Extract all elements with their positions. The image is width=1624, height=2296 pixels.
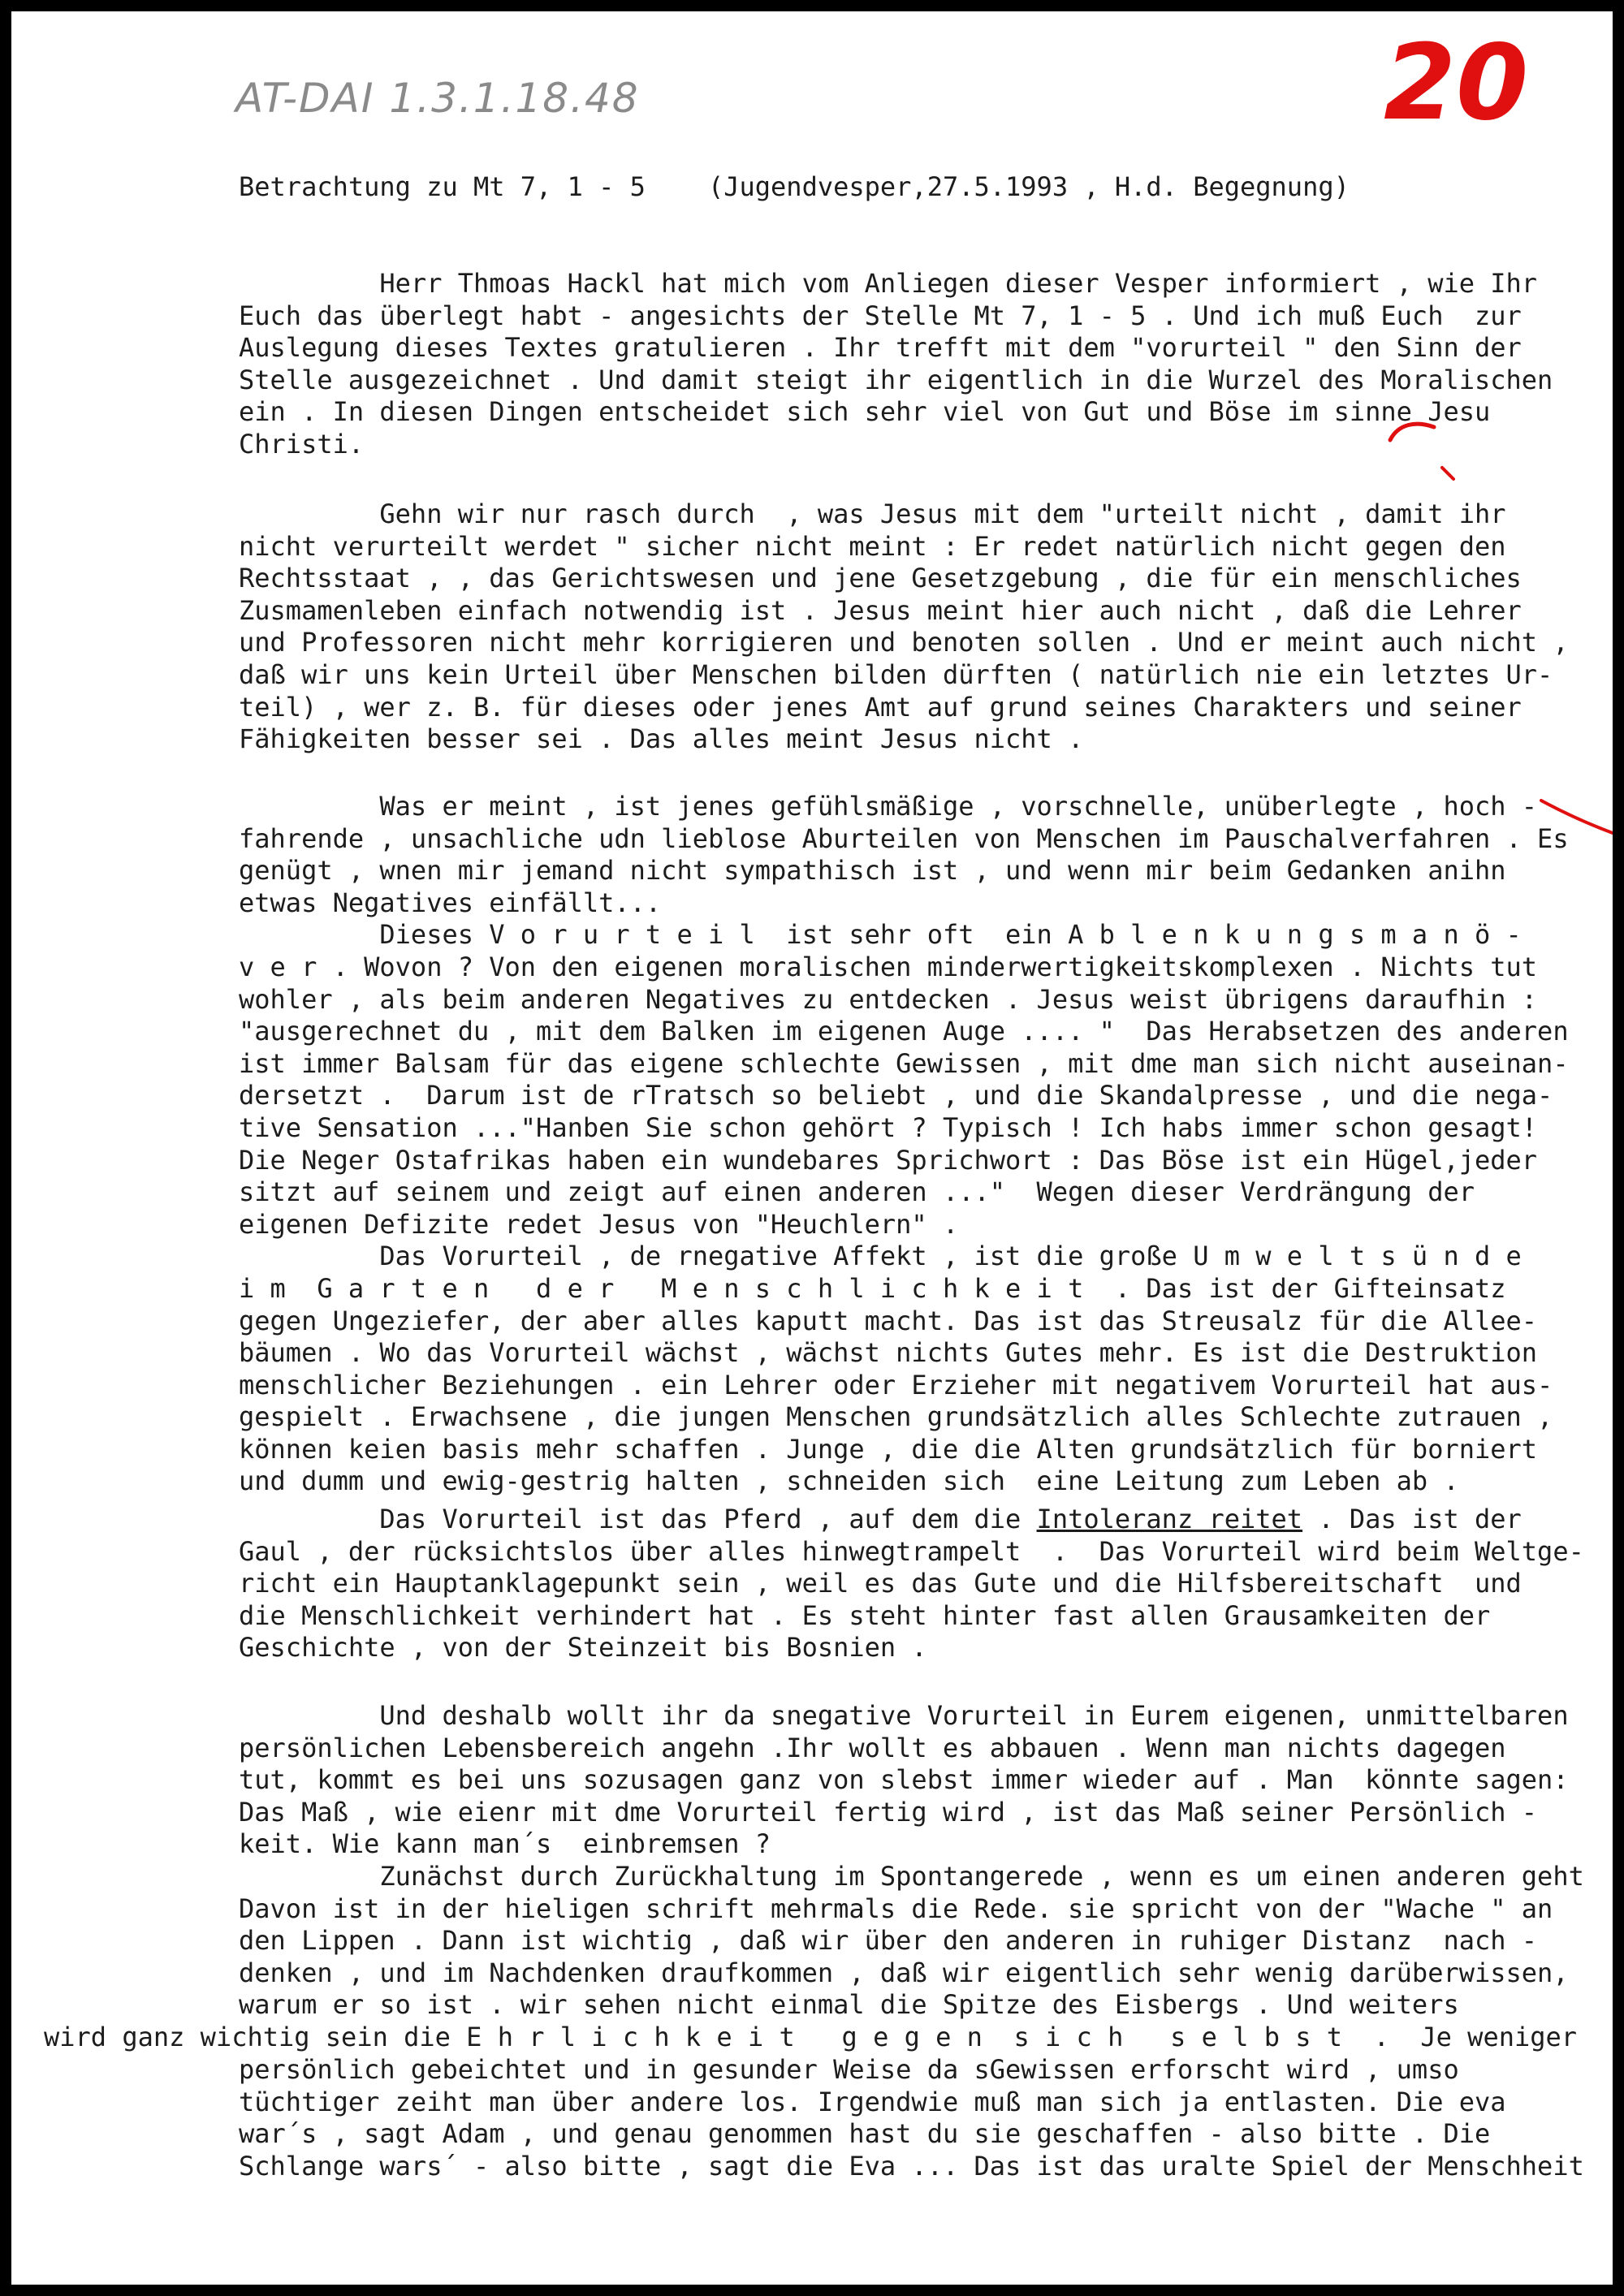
text-line: fahrende , unsachliche udn lieblose Aburteilen von Menschen im Pauschalverfahren . Es: [239, 822, 1569, 854]
text-line: Fähigkeiten besser sei . Das alles meint Jesus nicht .: [239, 723, 1084, 755]
text-line: v e r . Wovon ? Von den eigenen moralischen minderwertigkeitskomplexen . Nichts tut: [239, 951, 1538, 982]
text-line: dersetzt . Darum ist de rTratsch so beliebt , und die Skandalpresse , und die nega-: [239, 1080, 1553, 1111]
text-line: war´s , sagt Adam , und genau genommen hast du sie geschaffen - also bitte . Die: [239, 2118, 1491, 2150]
text-line: genügt , wnen mir jemand nicht sympathisch ist , und wenn mir beim Gedanken anihn: [239, 855, 1506, 887]
text-line: gegen Ungeziefer, der aber alles kaputt macht. Das ist das Streusalz für die Allee-: [239, 1305, 1538, 1336]
text-line: keit. Wie kann man´s einbremsen ?: [239, 1828, 771, 1860]
text-line: persönlich gebeichtet und in gesunder Weise da sGewissen erforscht wird , umso: [239, 2054, 1459, 2085]
paragraph-2: [239, 498, 1569, 756]
text-line: menschlicher Beziehungen . ein Lehrer oder Erzieher mit negativem Vorurteil hat aus-: [239, 1369, 1553, 1400]
text-line: Das Vorurteil ist das Pferd , auf dem die Intoleranz reitet . Das ist der: [239, 1504, 1522, 1534]
text-line: tüchtiger zeiht man über andere los. Irgendwie muß man sich ja entlasten. Die eva: [239, 2086, 1506, 2117]
text-line: warum er so ist . wir sehen nicht einmal die Spitze des Eisbergs . Und weiters: [239, 1989, 1459, 2021]
document-page: [11, 11, 1613, 2285]
text-line: nicht verurteilt werdet " sicher nicht meint : Er redet natürlich nicht gegen den: [239, 530, 1506, 562]
paragraph-7: [239, 2054, 1584, 2182]
paragraph-3: [239, 791, 1569, 1498]
text-line: Stelle ausgezeichnet . Und damit steigt ihr eigentlich in die Wurzel des Moralischen: [239, 364, 1553, 395]
text-line: denken , und im Nachdenken draufkommen , daß wir eigentlich sehr wenig darüberwissen,: [239, 1957, 1569, 1988]
text-line: Schlange wars´ - also bitte , sagt die Eva ... Das ist das uralte Spiel der Menschheit: [239, 2150, 1584, 2182]
red-correction-mark: [1384, 414, 1473, 487]
text-line: wohler , als beim anderen Negatives zu entdecken . Jesus weist übrigens daraufhin :: [239, 983, 1538, 1015]
text-line: tive Sensation ..."Hanben Sie schon gehört ? Typisch ! Ich habs immer schon gesagt!: [239, 1111, 1538, 1143]
text-line: tut, kommt es bei uns sozusagen ganz von slebst immer wieder auf . Man könnte sagen:: [239, 1764, 1569, 1796]
text-line: gespielt . Erwachsene , die jungen Menschen grundsätzlich alles Schlechte zutrauen ,: [239, 1401, 1553, 1433]
text-line: Gehn wir nur rasch durch , was Jesus mit dem "urteilt nicht , damit ihr: [239, 498, 1506, 529]
text-line: eigenen Defizite redet Jesus von "Heuchlern" .: [239, 1208, 959, 1240]
text-line: ist immer Balsam für das eigene schlechte Gewissen , mit dme man sich nicht auseinan-: [239, 1047, 1569, 1079]
paragraph-6: [44, 2022, 1577, 2054]
paragraph-4: [239, 1504, 1584, 1664]
text-line: daß wir uns kein Urteil über Menschen bilden dürften ( natürlich nie ein letztes Ur-: [239, 658, 1553, 690]
text-line: und dumm und ewig-gestrig halten , schneiden sich eine Leitung zum Leben ab .: [239, 1465, 1459, 1497]
text-line: die Menschlichkeit verhindert hat . Es steht hinter fast allen Grausamkeiten der: [239, 1599, 1491, 1631]
text-line: den Lippen . Dann ist wichtig , daß wir über den anderen in ruhiger Distanz nach -: [239, 1925, 1538, 1957]
text-line: Was er meint , ist jenes gefühlsmäßige , vorschnelle, unüberlegte , hoch -: [239, 791, 1538, 822]
text-line: wird ganz wichtig sein die E h r l i c h k e i t g e g e n s i c h s e l b s t . Je weniger: [44, 2022, 1578, 2052]
text-line: Auslegung dieses Textes gratulieren . Ihr trefft mit dem "vorurteil " den Sinn der: [239, 332, 1522, 364]
text-line: sitzt auf seinem und zeigt auf einen anderen ..." Wegen dieser Verdrängung der: [239, 1176, 1475, 1208]
text-line: etwas Negatives einfällt...: [239, 887, 662, 918]
archive-reference: AT-DAI 1.3.1.18.48: [235, 75, 640, 122]
text-line: Die Neger Ostafrikas haben ein wundebares Sprichwort : Das Böse ist ein Hügel,jeder: [239, 1144, 1538, 1176]
text-line: Zusmamenleben einfach notwendig ist . Jesus meint hier auch nicht , daß die Lehrer: [239, 594, 1522, 626]
text-line: Und deshalb wollt ihr da snegative Vorurteil in Eurem eigenen, unmittelbaren: [239, 1700, 1569, 1731]
text-line: Das Maß , wie eienr mit dme Vorurteil fertig wird , ist das Maß seiner Persönlich -: [239, 1796, 1538, 1828]
text-line: teil) , wer z. B. für dieses oder jenes Amt auf grund seines Charakters und seiner: [239, 691, 1522, 723]
text-line: können keien basis mehr schaffen . Junge , die die Alten grundsätzlich für borniert: [239, 1433, 1538, 1465]
document-heading: Betrachtung zu Mt 7, 1 - 5 (Jugendvesper,27.5.1993 , H.d. Begegnung): [239, 171, 1350, 202]
text-line: Christi.: [239, 428, 365, 460]
text-line: Gaul , der rücksichtslos über alles hinwegtrampelt . Das Vorurteil wird beim Weltge-: [239, 1535, 1584, 1567]
underlined-phrase: Intoleranz reitet: [1036, 1504, 1303, 1534]
text-line: Herr Thmoas Hackl hat mich vom Anliegen dieser Vesper informiert , wie Ihr: [239, 268, 1538, 299]
text-line: i m G a r t e n d e r M e n s c h l i c h k e i t . Das ist der Gifteinsatz: [239, 1272, 1506, 1304]
text-line: Das Vorurteil , de rnegative Affekt , ist die große U m w e l t s ü n d e: [239, 1241, 1522, 1272]
text-line: Euch das überlegt habt - angesichts der Stelle Mt 7, 1 - 5 . Und ich muß Euch zur: [239, 300, 1522, 331]
text-line: Davon ist in der hieligen schrift mehrmals die Rede. sie spricht von der "Wache " an: [239, 1892, 1553, 1924]
text-line: Rechtsstaat , , das Gerichtswesen und jene Gesetzgebung , die für ein menschliches: [239, 563, 1522, 594]
text-line: Geschichte , von der Steinzeit bis Bosnien .: [239, 1632, 927, 1664]
text-line: und Professoren nicht mehr korrigieren und benoten sollen . Und er meint auch nicht ,: [239, 627, 1569, 658]
text-line: "ausgerechnet du , mit dem Balken im eigenen Auge .... " Das Herabsetzen des anderen: [239, 1016, 1569, 1047]
text-line: richt ein Hauptanklagepunkt sein , weil es das Gute und die Hilfsbereitschaft und: [239, 1568, 1522, 1599]
text-line: bäumen . Wo das Vorurteil wächst , wächst nichts Gutes mehr. Es ist die Destruktion: [239, 1337, 1538, 1369]
paragraph-5: [239, 1700, 1584, 2022]
paragraph-1: [239, 268, 1553, 461]
text-line: ein . In diesen Dingen entscheidet sich sehr viel von Gut und Böse im sinne Jesu: [239, 396, 1491, 428]
page-number: 20: [1384, 23, 1529, 144]
text-line: Zunächst durch Zurückhaltung im Spontangerede , wenn es um einen anderen geht: [239, 1860, 1584, 1892]
text-line: Dieses V o r u r t e i l ist sehr oft ein A b l e n k u n g s m a n ö -: [239, 919, 1522, 951]
red-hyphen-mark: [1538, 784, 1613, 841]
text-line: persönlichen Lebensbereich angehn .Ihr wollt es abbauen . Wenn man nichts dagegen: [239, 1732, 1506, 1763]
